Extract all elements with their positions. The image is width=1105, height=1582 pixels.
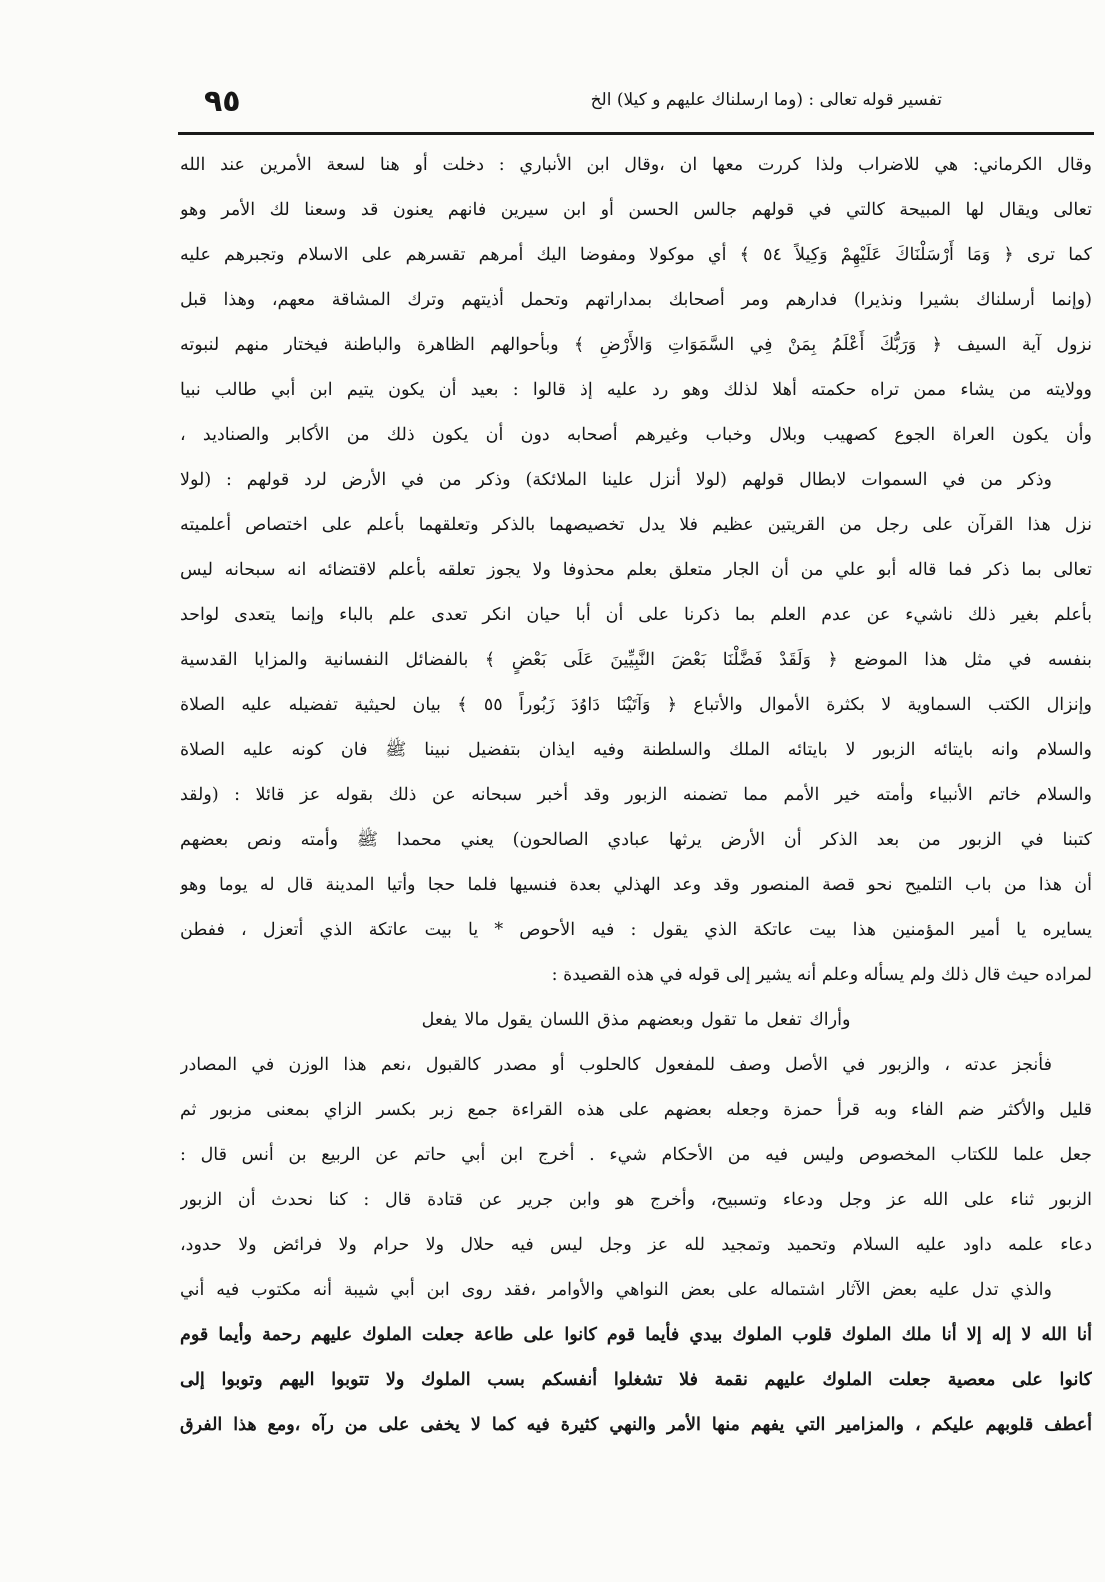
text-line: والذي تدل عليه بعض الآثار اشتماله على بعض النواهي والأوامر ،فقد روى ابن أبي شيبة أنه مكتوب فيه أني — [180, 1280, 1052, 1300]
page-header — [182, 80, 1062, 128]
running-title: تفسير قوله تعالى : (وما ارسلناك عليهم و كيلا) الخ — [590, 90, 942, 110]
text-line: وذكر من في السموات لابطال قولهم (لولا أنزل علينا الملائكة) وذكر من في الأرض لرد قولهم : (لولا — [180, 470, 1052, 490]
verse-line: وأراك تفعل ما تقول وبعضهم مذق اللسان يقول مالا يفعل — [421, 1010, 851, 1030]
text-line: يسايره يا أمير المؤمنين هذا بيت عاتكة الذي يقول : فيه الأحوص * يا بيت عاتكة الذي أتعزل ، ففطن — [180, 920, 1092, 940]
text-line: أن هذا من باب التلميح نحو قصة المنصور وقد وعد الهذلي بعدة فنسيها فلما حجا وأتيا المدينة قال له يوما وهو — [180, 875, 1092, 895]
text-line: كما ترى ﴿ وَمَا أَرْسَلْنَاكَ عَلَيْهِمْ وَكِيلاً ٥٤ ﴾ أي موكولا ومفوضا اليك أمرهم تقسرهم على الاسلام وتجبرهم عليه — [180, 245, 1092, 265]
text-line: أعطف قلوبهم عليكم ، والمزامير التي يفهم منها الأمر والنهي كثيرة فيه كما لا يخفى على من رآه ،ومع هذا الفرق — [180, 1415, 1092, 1435]
text-line: (وإنما أرسلناك بشيرا ونذيرا) فدارهم ومر أصحابك بمداراتهم وتحمل أذيتهم وترك المشاقة معهم، وهذا قبل — [180, 290, 1092, 310]
header-rule — [178, 132, 1094, 135]
text-line: أنا الله لا إله إلا أنا ملك الملوك قلوب الملوك بيدي فأيما قوم كانوا على طاعة جعلت الملوك عليهم رحمة وأيما قوم — [180, 1325, 1092, 1345]
text-line: وإنزال الكتب السماوية لا بكثرة الأموال والأتباع ﴿ وَآتَيْنَا دَاوُدَ زَبُوراً ٥٥ ﴾ بيان لحيثية تفضيله عليه الصلاة — [180, 695, 1092, 715]
text-line: بنفسه في مثل هذا الموضع ﴿ وَلَقَدْ فَضَّلْنَا بَعْضَ النَّبِيِّينَ عَلَى بَعْضٍ ﴾ بالفضائل النفسانية والمزايا القدسية — [180, 650, 1092, 670]
text-line: وأن يكون العراة الجوع كصهيب وبلال وخباب وغيرهم أصحابه دون أن يكون ذلك من الأكابر والصناديد ، — [180, 425, 1092, 445]
text-line: كتبنا في الزبور من بعد الذكر أن الأرض يرثها عبادي الصالحون) يعني محمدا ﷺ وأمته ونص بعضهم — [180, 830, 1092, 850]
text-line: دعاء علمه داود عليه السلام وتحميد وتمجيد لله عز وجل ليس فيه حلال ولا حرام ولا فرائض ولا حدود، — [180, 1235, 1092, 1255]
text-line: الزبور ثناء على الله عز وجل ودعاء وتسبيح، وأخرج هو وابن جرير عن قتادة قال : كنا نحدث أن الزبور — [180, 1190, 1092, 1210]
page-number: ٩٥ — [204, 84, 241, 119]
text-line: كانوا على معصية جعلت الملوك عليهم نقمة فلا تشغلوا أنفسكم بسب الملوك ولا تتوبوا اليهم وتوبوا إلى — [180, 1370, 1092, 1390]
text-line: لمراده حيث قال ذلك ولم يسأله وعلم أنه يشير إلى قوله في هذه القصيدة : — [551, 965, 1092, 985]
text-line: وولايته من يشاء ممن تراه حكمته أهلا لذلك وهو رد عليه إذ قالوا : بعيد أن يكون يتيم ابن أبي طالب نبيا — [180, 380, 1092, 400]
text-line: بأعلم بغير ذلك ناشيء عن عدم العلم بما ذكرنا على أن أبا حيان انكر تعدى علم بالباء وإنما يتعدى لواحد — [180, 605, 1092, 625]
text-line: والسلام وانه بايتائه الزبور لا بايتائه الملك والسلطنة وفيه ايذان بتفضيل نبينا ﷺ فان كونه عليه الصلاة — [180, 740, 1092, 760]
text-line: نزول آية السيف ﴿ وَرَبُّكَ أَعْلَمُ بِمَنْ فِي السَّمَوَاتِ وَالأَرْضِ ﴾ وبأحوالهم الظاهرة والباطنة فيختار منهم لنبوته — [180, 335, 1092, 355]
body-text — [180, 143, 1092, 1448]
text-line: نزل هذا القرآن على رجل من القريتين عظيم فلا يدل تخصيصهما بالذكر وتعلقهما بأعلم على اختصاص أعلميته — [180, 515, 1092, 535]
text-line: تعالى ويقال لها المبيحة كالتي في قولهم جالس الحسن أو ابن سيرين فانهم يعنون قد وسعنا لك الأمر وهو — [180, 200, 1092, 220]
text-line: فأنجز عدته ، والزبور في الأصل وصف للمفعول كالحلوب أو مصدر كالقبول ،نعم هذا الوزن في المصادر — [180, 1055, 1052, 1075]
text-line: تعالى بما ذكر فما قاله أبو علي من أن الجار متعلق بعلم محذوفا ولا يجوز تعلقه بأعلم لاقتضائه انه سبحانه ليس — [180, 560, 1092, 580]
text-line: وقال الكرماني: هي للاضراب ولذا كررت معها ان ،وقال ابن الأنباري : دخلت أو هنا لسعة الأمرين عند الله — [180, 155, 1092, 175]
text-line: والسلام خاتم الأنبياء وأمته خير الأمم مما تضمنه الزبور وقد أخبر سبحانه عن ذلك بقوله عز قائلا : (ولقد — [180, 785, 1092, 805]
text-line: جعل علما للكتاب المخصوص وليس فيه من الأحكام شيء . أخرج ابن أبي حاتم عن الربيع بن أنس قال : — [180, 1145, 1092, 1165]
text-line: قليل والأكثر ضم الفاء وبه قرأ حمزة وجعله بعضهم على هذه القراءة جمع زبر بكسر الزاي بمعنى مزبور ثم — [180, 1100, 1092, 1120]
